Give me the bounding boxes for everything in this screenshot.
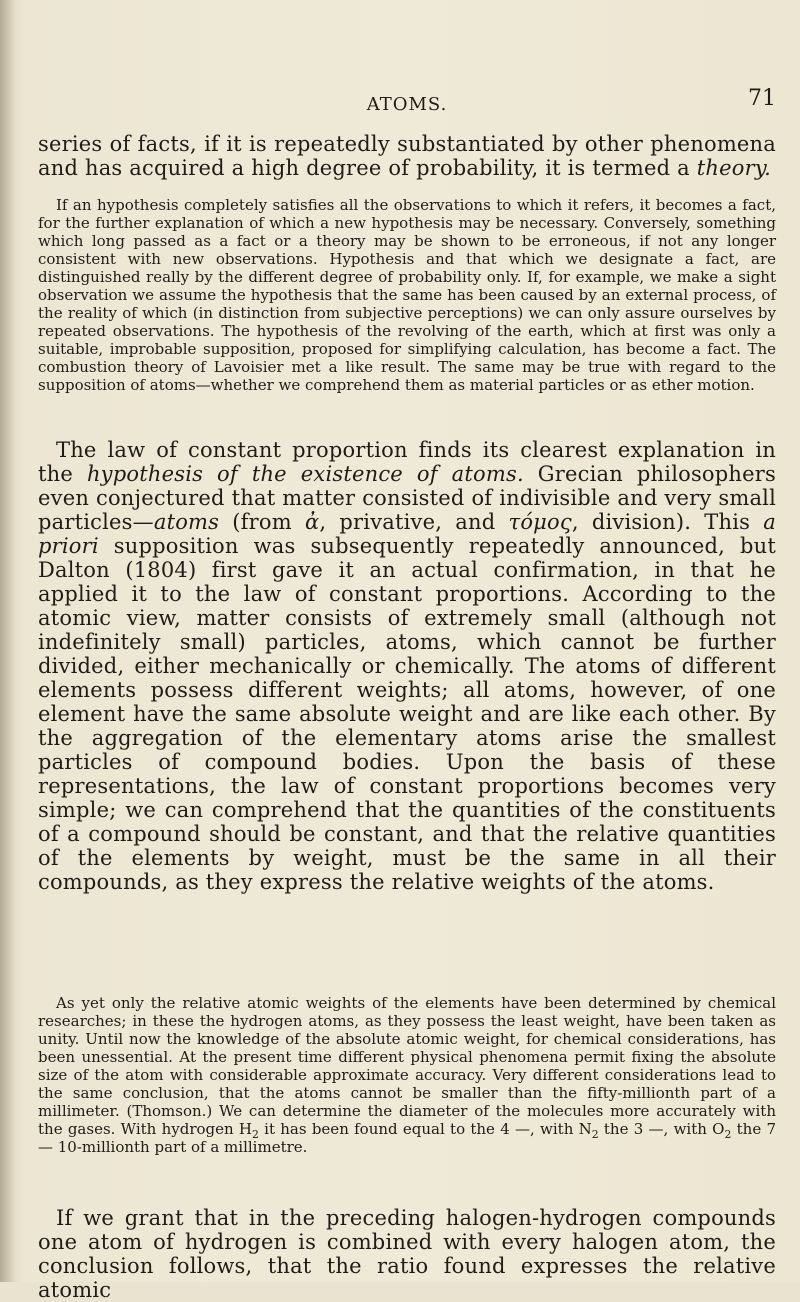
atoms-italic-word: atoms [153, 510, 220, 534]
running-title: ATOMS. [366, 94, 448, 115]
atoms-italic-phrase: hypothesis of the existence of atoms. [86, 462, 524, 486]
paragraph-theory-body: series of facts, if it is repeatedly substantiated by other phenomena and has acquired a high degree of probability, it is termed a [38, 132, 776, 180]
atoms-text-d: , privative, and [319, 510, 509, 534]
atoms-text-e: , division). This [571, 510, 764, 534]
a-priori-term: a priori [38, 510, 776, 558]
running-head [38, 80, 776, 115]
paragraph-atoms-text [38, 438, 776, 894]
paragraph-theory-text [38, 132, 776, 180]
paragraph-hypothesis-body: If an hypothesis completely satisfies all the observations to which it refers, it becomes a fact, for the further explanation of which a new hypothesis may be necessary. Conversely, something which long passed as a fact or a theory may be shown to be erroneous, if not any longer consistent with new observations. Hypothesis and that which we designate a fact, are distinguished really by the different degree of probability only. If, for example, we make a sight observation we assume the hypothesis that the same has been caused by an external process, of the reality of which (in distinction from subjective perceptions) we can only assure ourselves by repeated observations. The hypothesis of the revolving of the earth, which at first was only a suitable, improbable supposition, proposed for simplifying calculation, has become a fact. The combustion theory of Lavoisier met a like result. The same may be true with regard to the supposition of atoms—whether we comprehend them as material particles or as ether motion. [38, 196, 776, 394]
paragraph-hypothesis-text [38, 196, 776, 394]
hydrogen-subscript: 2 [252, 1128, 259, 1141]
binding-shadow [0, 0, 16, 1282]
paragraph-hypothesis [38, 196, 776, 394]
nitrogen-subscript: 2 [591, 1128, 599, 1141]
theory-term: theory. [696, 156, 771, 180]
page-number: 71 [748, 86, 776, 111]
atomic-weights-text-c: the 3 —, with O [598, 1120, 725, 1138]
paragraph-halogen-body: If we grant that in the preceding halogen-hydrogen compounds one atom of hydrogen is combined with every halogen atom, the conclusion follows, that the ratio found expresses the relative atomic [38, 1206, 776, 1302]
greek-tomos: τόμος [508, 510, 572, 534]
atoms-text-f: supposition was subsequently repeatedly announced, but Dalton (1804) first gave it an actual confirmation, in that he applied it to the law of constant proportions. According to the atomic view, matter consists of extremely small (although not indefinitely small) particles, atoms, which cannot be further divided, either mechanically or chemically. The atoms of different elements possess different weights; all atoms, however, of one element have the same absolute weight and are like each other. By the aggregation of the elementary atoms arise the smallest particles of compound bodies. Upon the basis of these representations, the law of constant proportions becomes very simple; we can comprehend that the quantities of the constituents of a compound should be constant, and that the relative quantities of the elements by weight, must be the same in all their compounds, as they express the relative weights of the atoms. [38, 534, 776, 894]
paragraph-theory [38, 132, 776, 180]
atomic-weights-text-b: it has been found equal to the 4 —, with N [258, 1120, 592, 1138]
atomic-weights-text-a: As yet only the relative atomic weights of the elements have been determined by chemical researches; in these the hydrogen atoms, as they possess the least weight, have been taken as unity. Until now the knowledge of the absolute atomic weight, for chemical considerations, has been unessential. At the present time different physical phenomena permit fixing the absolute size of the atom with considerable approximate accuracy. Very different considerations lead to the same conclusion, that the atoms cannot be smaller than the fifty-millionth part of a millimeter. (Thomson.) We can determine the diameter of the molecules more accurately with the gases. With hydrogen H [38, 994, 776, 1138]
atoms-text-b: Grecian philosophers even conjectured that matter consisted of indivisible and very small particles— [38, 462, 776, 534]
paragraph-halogen [38, 1206, 776, 1302]
paragraph-atomic-weights-text [38, 994, 776, 1156]
greek-alpha: ἀ [305, 510, 320, 534]
paragraph-atomic-weights [38, 994, 776, 1156]
atomic-weights-text-d: the 7— 10-millionth part of a millimetre. [38, 1120, 777, 1156]
atoms-text-c: (from [219, 510, 305, 534]
atoms-text-a: The law of constant proportion finds its clearest explanation in the [38, 438, 776, 486]
paragraph-halogen-text [38, 1206, 776, 1302]
oxygen-subscript: 2 [724, 1128, 732, 1141]
paragraph-atoms [38, 438, 776, 894]
